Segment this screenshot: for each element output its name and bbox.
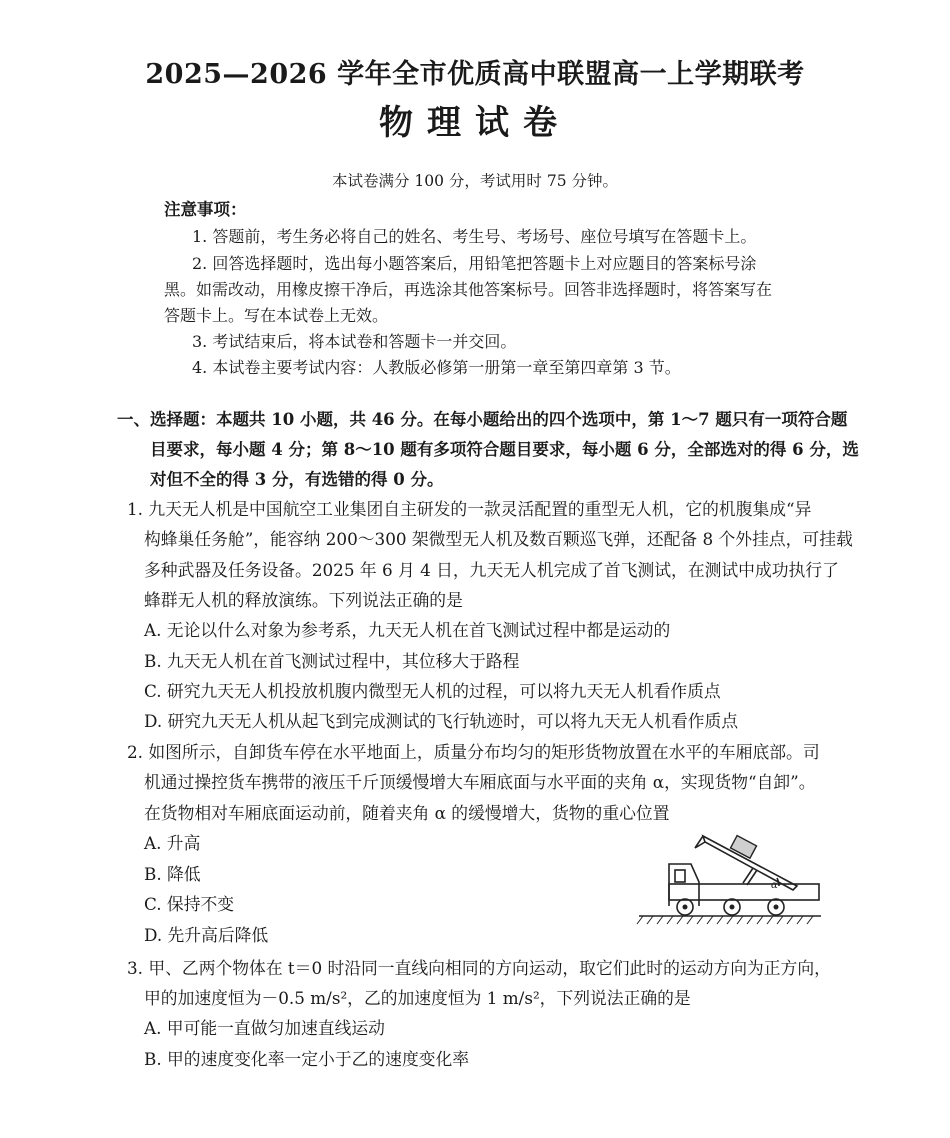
angle-label: α bbox=[771, 880, 778, 891]
notice-line: 答题卡上。写在本试卷上无效。 bbox=[164, 306, 389, 325]
truck-window bbox=[675, 870, 685, 882]
question-stem: 多种武器及任务设备。2025 年 6 月 4 日，九天无人机完成了首飞测试，在测试中成功执行了 bbox=[144, 560, 839, 580]
ground-hatching bbox=[637, 916, 813, 924]
option-a: A. 升高 bbox=[144, 833, 201, 853]
option-b: B. 九天无人机在首飞测试过程中，其位移大于路程 bbox=[144, 651, 520, 671]
section-heading: 一、选择题：本题共 10 小题，共 46 分。在每小题给出的四个选项中，第 1～7 题只有一项符合题 bbox=[117, 410, 848, 429]
notice-line: 黑。如需改动，用橡皮擦干净后，再选涂其他答案标号。回答非选择题时，将答案写在 bbox=[164, 280, 773, 299]
option-c: C. 研究九天无人机投放机腹内微型无人机的过程，可以将九天无人机看作质点 bbox=[144, 681, 721, 701]
option-a: A. 甲可能一直做匀加速直线运动 bbox=[144, 1018, 385, 1038]
question-stem: 构蜂巢任务舱”，能容纳 200～300 架微型无人机及数百颗巡飞弹，还配备 8 个外挂点，可挂载 bbox=[144, 529, 853, 549]
option-b: B. 降低 bbox=[144, 864, 201, 884]
question-stem: 2. 如图所示，自卸货车停在水平地面上，质量分布均匀的矩形货物放置在水平的车厢底部。司 bbox=[127, 742, 820, 762]
hydraulic-jack bbox=[743, 868, 757, 885]
notice-line: 4. 本试卷主要考试内容：人教版必修第一册第一章至第四章第 3 节。 bbox=[192, 358, 681, 377]
section-heading-line: 对但不全的得 3 分，有选错的得 0 分。 bbox=[150, 470, 444, 489]
option-b: B. 甲的速度变化率一定小于乙的速度变化率 bbox=[144, 1049, 470, 1069]
question-stem: 3. 甲、乙两个物体在 t＝0 时沿同一直线向相同的方向运动，取它们此时的运动方向为正方向， bbox=[127, 958, 831, 978]
question-stem: 甲的加速度恒为－0.5 m/s²，乙的加速度恒为 1 m/s²，下列说法正确的是 bbox=[144, 988, 691, 1008]
cargo-block bbox=[731, 836, 757, 859]
question-stem: 蜂群无人机的释放演练。下列说法正确的是 bbox=[144, 590, 463, 610]
exam-title: 2025—2026 学年全市优质高中联盟高一上学期联考 bbox=[145, 59, 805, 90]
exam-info: 本试卷满分 100 分，考试用时 75 分钟。 bbox=[331, 172, 619, 190]
option-c: C. 保持不变 bbox=[144, 894, 235, 914]
subject-title: 物理试卷 bbox=[379, 103, 571, 143]
question-stem: 1. 九天无人机是中国航空工业集团自主研发的一款灵活配置的重型无人机，它的机腹集成“异 bbox=[127, 499, 812, 519]
option-d: D. 研究九天无人机从起飞到完成测试的飞行轨迹时，可以将九天无人机看作质点 bbox=[144, 711, 739, 731]
notice-line: 2. 回答选择题时，选出每小题答案后，用铅笔把答题卡上对应题目的答案标号涂 bbox=[192, 254, 757, 273]
option-d: D. 先升高后降低 bbox=[144, 925, 269, 945]
question-stem: 机通过操控货车携带的液压千斤顶缓慢增大车厢底面与水平面的夹角 α，实现货物“自卸”。 bbox=[144, 772, 816, 792]
notice-line: 3. 考试结束后，将本试卷和答题卡一并交回。 bbox=[192, 332, 517, 351]
dump-truck-figure bbox=[635, 828, 825, 926]
section-heading-line: 目要求，每小题 4 分；第 8～10 题有多项符合题目要求，每小题 6 分，全部选对的得 6 分，选 bbox=[150, 440, 859, 459]
notice-heading: 注意事项： bbox=[164, 200, 247, 219]
question-stem: 在货物相对车厢底面运动前，随着夹角 α 的缓慢增大，货物的重心位置 bbox=[144, 803, 670, 823]
option-a: A. 无论以什么对象为参考系，九天无人机在首飞测试过程中都是运动的 bbox=[144, 620, 671, 640]
notice-line: 1. 答题前，考生务必将自己的姓名、考生号、考场号、座位号填写在答题卡上。 bbox=[192, 227, 757, 246]
